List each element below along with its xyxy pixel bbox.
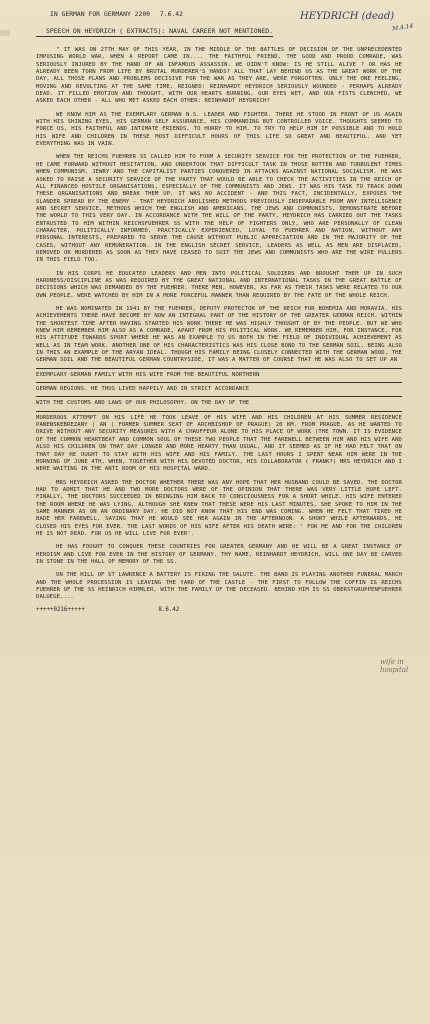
paragraph-5: HE WAS NOMINATED IN 1941 BY THE FUEHRER, DEPUTY PROTECTOR OF THE REICH FOR BOHEMIA AND MORAVIA. HIS ACHIEVEMENTS THERE HAVE BECOME BY NOW AN INTEGRAL PART OF THE HISTORY OF THE GREATER GERMAN REICH. WITHIN THE SHORTEST TIME AFTER HAVING STARTED HIS WORK THERE HE WAS HIGHLY THOUGHT OF BY THE PEOPLE. BUT WE WHO KNEW HIM REMEMBER HIM ALSO AS A COMRADE, APART FROM HIS POLITICAL WORK. WE REMEMBER HIM, FOR INSTANCE, FOR HIS ATTITUDE TOWARDS SPORT WHERE HE WAS AN EXAMPLE TO US BOTH IN THE FIELD OF INDIVIDUAL ACHIEVEMENT AS WELL AS IN TEAM WORK. ANOTHER ONE OF HIS CHARACTERISTICS WAS HIS CLOSE BOND TO THE GERMAN SOIL, BEING ALSO IN THIS AN EXAMPLE OF THE ARYAN IDEAL. THOUGH HIS FAMILY BEING CLOSELY CONNECTED WITH THE GERMAN WOOD, THE GERMAN SOIL AND THE BEAUTIFUL GERMAN COUNTRYSIDE, IT WAS A MATTER OF COURSE THAT HE WAS ALSO TO SET UP AN [36, 306, 402, 364]
handwritten-note: HEYDRICH (dead) [300, 11, 395, 22]
margin-note: wife in hospital [380, 658, 409, 674]
paragraph-6: MURDEROUS ATTEMPT ON HIS LIFE HE TOOK LEAVE OF HIS WIFE AND HIS CHILDREN AT HIS SUMMER RESIDENCE PANENSKEBREZANY ( AN ( FORMER SUMMER SEAT OF ARCHBISHOP OF PRAGUE) 20 KM. FROM PRAGUE, AS HE WANTED TO DRIVE WITHOUT ANY SECURITY MEASURES WITH A CHAUFFEUR ALONE TO HIS PLACE OF WORK (THE TOWN. IT IS EVIDENCE OF THE COMMON HEARTBEAT AND COMMON SOUL OF THESE TWO PEOPLE THAT THE FAREWELL BETWEEN HIM AND HIS WIFE AND ALSO HIS CHILDREN ON THAT DAY LONGER AND MORE HEARTY THAN USUAL, AND IT SEEMED AS IF HE HAD FELT THAT ON THAT DAY HE OUGHT TO STAY WITH HIS WIFE AND HIS FAMILY. THE LAST HOURS I SPENT NEAR HIM WERE IN THE MORNING OF JUNE 4TH, WHEN, TOGETHER WITH HIS DEVOTED DOCTOR, HIS COLLABORATOR ( FRANK?) MRS HEYDRICH AND I WERE WAITING IN THE ANTI ROOM OF HIS HOSPITAL WARD. [36, 414, 402, 473]
paragraph-3: WHEN THE REICHS FUEHRER SS CALLED HIM TO FORM A SECURITY SERVICE FOR THE PROTECTION OF THE FUEHRER, HE CAME FORWARD WITHOUT HESITATION, AND UNDERTOOK THAT DIFFICULT TASK IN THOSE ROTTEN AND TURBULENT TIMES WHEN COMMUNISM, JEWRY AND THE CAPITALIST PARTIES CONQUERED IN ATTACKS AGAINST NATIONAL SOCIALISM. HE WAS ASKED TO RAISE A SECURITY SERVICE OF THE PARTY THAT WOULD BE ABLE TO CHECK THE ACTIVITIES IN THE REICH OF ALL FINANCED HOSTILE ORGANISATIONS, ESPECIALLY OF THE COMMUNISTS AND JEWS. IT WAS HIS TASK TO TRACK DOWN THESE ORGANISATIONS AND BREAK THEM UP. IT WAS NO ACCIDENT - AND THIS FACT, INCIDENTALLY, EXPOSES THE SLANDER SPREAD BY THE ENEMY - THAT HEYDRICH ABOLISHED METHODS PREVIOUSLY INSEPARABLE FROM ANY INTELLIGENCE AND SECRET SERVICE, METHODS WHICH THE ENGLISH AND AMERICANS, THE JEWS AND COMMUNISTS, DEMONSTRATE BEFORE THE WORLD TO THIS VERY DAY. IN ACCORDANCE WITH THE WILL OF THE PARTY, HEYDRICH HAS CARRIED OUT THE TASKS ENTRUSTED TO HIM WITHIN REICHSFUEHRER SS WITH THE HELP OF FIGHTERS ONLY, WHO ARE PERSONALLY OF CLEAN CHARACTER, POLITICALLY INFORMED, PRACTICALLY EXPERIENCED, LOYAL TO FUEHRER AND NATION, WITHOUT ANY PERSONAL INTERESTS, PREPARED TO SERVE THE CAUSE WITHOUT PUBLIC APPRECIATION AND IN THE MAJORITY OF THE CASES, WITHOUT ANY REMUNERATION. IN THE ENGLISH SECRET SERVICE, LEADERS AS WELL AS MEN ARE DISPLACED, REMOVED OR MURDERED AS SOON AS THEY HAVE CEASED TO SUIT THE JEWS AND COMMUNISTS WHO ARE THE WIRE PULLERS IN THIS FIELD TOO. [36, 154, 402, 264]
paragraph-7: MRS HEYDRICH ASKED THE DOCTOR WHETHER THERE WAS ANY HOPE THAT HER HUSBAND COULD BE SAVED. THE DOCTOR HAD TO ADMIT THAT HE AND TWO MORE DOCTORS WERE OF THE OPINION THAT THERE WAS VERY LITTLE HOPE LEFT. FINALLY, THE DOCTORS SUCCEEDED IN BRINGING HIM BACK TO CONSCIOUSNESS FOR A SHORT WHILE. HIS WIFE ENTERED THE ROOM WHERE HE WAS LYING, ALTHOUGH SHE KNEW THAT THESE WERE HIS LAST MINUTES, SHE SPOKE TO HIM IN THE SAME MANNER AS ON AN ORDINARY DAY. HE DID NOT KNOW THAT HIS END WAS COMING. WHEN HE FELT THAT TIRED HE BADE HER FAREWELL, SAYING THAT HE WOULD SEE HER AGAIN IN THE AFTERNOON. A SHORT WHILE AFTERWARDS, HE CLOSED HIS EYES FOR EVER. THE LAST WORDS OF HIS WIFE AFTER HIS DEATH WERE: ' FOR ME AND FOR THE CHILDREN HE IS NOT DEAD. FOR US HE WILL LIVE FOR EVER'. [36, 479, 402, 537]
footer-date: 8.6.42 [158, 606, 180, 613]
divider [36, 382, 402, 383]
paragraph-4: IN HIS CORPS HE EDUCATED LEADERS AND MEN INTO POLITICAL SOLDIERS AND BROUGHT THEM UP IN SUCH HARDNESS/DISCIPLINE AS WAS REQUIRED BY THE GREAT NATIONAL AND INTERNATIONAL TASKS IN THE GREAT BATTLE OF DECISIONS WHICH WAS DEMANDED BY THE FUEHRER. THERE MEN, HOWEVER, AS FAR AS THEIR TASKS WERE RELATED TO OUR OWN PEOPLE, WERE WATCHED BY HIM IN A MORE FORCEFUL MANNER THAN REQUIRED BY THE FATE OF THE WHOLE REICH. [36, 270, 402, 299]
divider [36, 368, 402, 369]
continued-line-1: EXEMPLARY GERMAN FAMILY WITH HIS WIFE FROM THE BEAUTIFUL NORTHERN [36, 371, 260, 378]
continued-line-2: GERMAN REGIONS. HE THUS LIVED HAPPILY AND IN STRICT ACCORDANCE [36, 386, 250, 393]
header-title: IN GERMAN FOR GERMANY 2200 [50, 10, 151, 18]
header-date: 7.6.42 [159, 10, 183, 18]
paragraph-1: " IT WAS ON 27TH MAY OF THIS YEAR, IN THE MIDDLE OF THE BATTLES OF DECISION OF THE UNPRECEDENTED IMPOSING WORLD WAR, WHEN A REPORT CAME IN.... THE FAITHFUL FRIEND, THE GOOD AND PROUD COMRADE, WAS SERIOUSLY INJURED BY THE HAND OF AN INFAMOUS ASSASSIN. WE DIDN'T KNOW: IS HE STILL ALIVE ? OR HAS HE ALREADY BEEN TORN FROM LIFE BY BRUTAL MURDERER'S HANDS? ALL THAT LAY BEHIND US AS THE GREAT WORK OF THE DAY, ALL THOSE PLANS AND PROBLEMS DECISIVE FOR THE WAR AS THEY ARE, WERE FORGOTTEN. ONLY THE ONE FEELING, MOVING AND REVOLTING AT THE SAME TIME, REIGNED: REINHARDT HEYDRICH SERIOUSLY WOUNDED - PERHAPS ALREADY DEAD. IT FILLED EMOTION AND THOUGHT. WITH OUR HEARTS BURNING, OUR EYES WET, AND OUR FISTS CLENCHED, WE ASKED EACH OTHER - ALL WHO MET ASKED EACH OTHER: REINHARDT HEYDRICH? [36, 47, 402, 105]
paragraph-2: WE KNOW HIM AS THE EXEMPLARY GERMAN N.S. LEADER AND FIGHTER. THERE HE STOOD IN FRONT OF US AGAIN WITH HIS SHINING EYES, HIS GERMAN SELF ASSURANCE, HIS COMMANDING BUT CONTROLLED VOICE. THOUGHTS SEEMED TO FORCE US, HIS FAITHFUL AND INTIMATE FRIENDS, TO HURRY TO HIM, TO TRY TO HELP HIM IF POSSIBLE AND TO HOLD HIS WIFE AND CHILDREN IN THESE MOST DIFFICULT HOURS OF THIS LIFE SO GREAT AND BEAUTIFUL. AND YET EVERYTHING WAS IN VAIN. [36, 111, 402, 148]
corner-mark: M.4.14 [391, 22, 414, 33]
footer-code: +++++0216+++++ [36, 606, 85, 613]
divider [36, 396, 402, 397]
paragraph-8: HE HAS FOUGHT TO CONQUER THESE COUNTRIES FOR GREATER GERMANY AND HE WILL BE A GREAT INSTANCE OF HEROISM AND LIVE FOR EVER IN THE HISTORY OF GERMANY. THY NAME, REINHARDT HEYDRICH, WILL ONE DAY BE CARVED IN STONE IN THE HALL OF MEMORY OF THE SS. [36, 544, 402, 565]
divider [36, 411, 402, 412]
continued-line-3: WITH THE CUSTOMS AND LAWS OF OUR PHILOSOPHY. ON THE DAY OF THE [36, 400, 250, 407]
footer [36, 606, 402, 614]
paragraph-9: ON THE HILL OF ST LAWRENCE A BATTERY IS FIRING THE SALUTE. THE BAND IS PLAYING ANOTHER FUNERAL MARCH AND THE WHOLE PROCESSION IS LEAVING THE YARD OF THE CASTLE - THE FIRST TO FOLLOW THE COFFIN IS REICHS FUEHRER OF THE SS HEINRICH HIMMLER, WITH THE FAMILY OF THE DECEASED. BEHIND HIM IS SS OBERSTGRUPPENFUEHRER DALUEGE.... [36, 572, 402, 601]
punch-hole [0, 30, 10, 36]
typed-page [36, 10, 402, 1018]
header-line-2: SPEECH ON HEYDRICH ( EXTRACTS): NAVAL CAREER NOT MENTIONED. [36, 27, 273, 37]
